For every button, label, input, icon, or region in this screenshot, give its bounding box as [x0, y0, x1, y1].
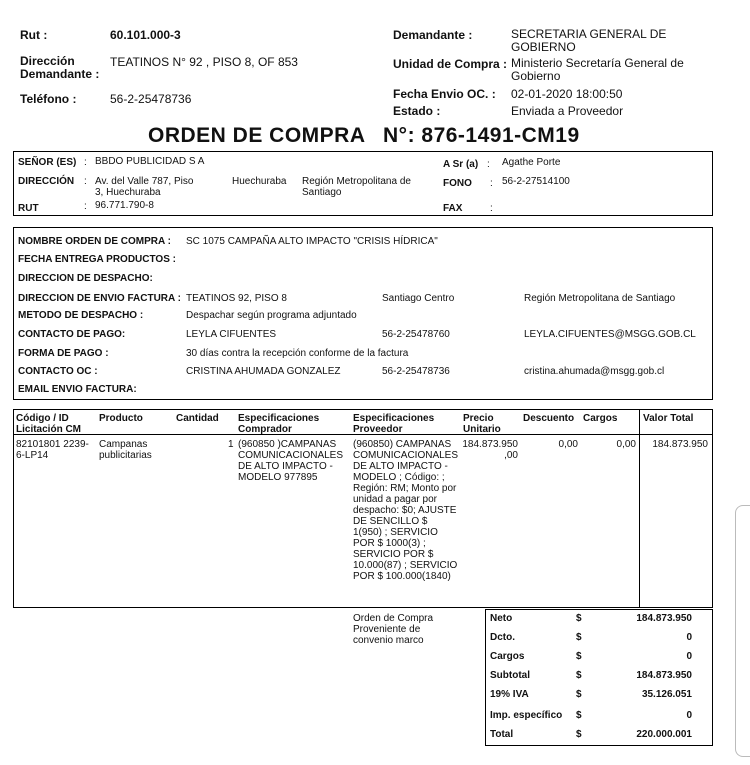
col-cantidad: Cantidad [176, 413, 219, 424]
rut-label: Rut : [20, 28, 48, 42]
totals-label: 19% IVA [490, 689, 529, 700]
contacto-pago-phone: 56-2-25478760 [382, 329, 450, 340]
comuna-value: Huechuraba [232, 176, 287, 187]
senor-value: BBDO PUBLICIDAD S A [95, 156, 205, 167]
totals-currency: $ [576, 632, 582, 643]
totals-value: 0 [686, 710, 692, 721]
contacto-oc-phone: 56-2-25478736 [382, 366, 450, 377]
totals-label: Cargos [490, 651, 525, 662]
valor-column-divider [639, 409, 640, 608]
asr-label: A Sr (a) [443, 159, 479, 170]
totals-currency: $ [576, 689, 582, 700]
contacto-oc-label: CONTACTO OC : [18, 366, 98, 377]
contacto-oc-email[interactable]: cristina.ahumada@msgg.gob.cl [524, 366, 665, 377]
nombre-oc-label: NOMBRE ORDEN DE COMPRA : [18, 236, 171, 247]
totals-label: Imp. específico [490, 710, 563, 721]
metodo-despacho-label: METODO DE DESPACHO : [18, 310, 144, 321]
totals-label: Neto [490, 613, 513, 624]
contacto-pago-email[interactable]: LEYLA.CIFUENTES@MSGG.GOB.CL [524, 329, 696, 340]
fono-value: 56-2-27514100 [502, 176, 570, 187]
col-codigo: Código / ID Licitación CM [16, 413, 82, 435]
cell-valor: 184.873.950 [652, 439, 708, 450]
fax-label: FAX [443, 203, 463, 214]
colon: : [487, 159, 490, 170]
demandante-label: Demandante : [393, 28, 473, 42]
scrollbar[interactable] [735, 505, 750, 757]
totals-currency: $ [576, 613, 582, 624]
totals-value: 0 [686, 651, 692, 662]
region-value: Región Metropolitana de Santiago [302, 176, 411, 198]
unidad-compra-value: Ministerio Secretaría General de Gobierno [511, 56, 684, 83]
totals-currency: $ [576, 651, 582, 662]
direccion-demandante-label: Dirección Demandante : [20, 54, 100, 81]
nombre-oc-value: SC 1075 CAMPAÑA ALTO IMPACTO "CRISIS HÍDRICA" [186, 236, 438, 247]
totals-value: 220.000.001 [636, 729, 692, 740]
colon: : [84, 176, 87, 187]
cell-cargos: 0,00 [616, 439, 636, 450]
totals-value: 35.126.051 [641, 689, 692, 700]
cell-producto: Campanas publicitarias [99, 439, 152, 461]
col-cargos: Cargos [583, 413, 618, 424]
rut-provider-label: RUT [18, 203, 39, 214]
rut-value: 60.101.000-3 [110, 28, 181, 42]
col-valor: Valor Total [643, 413, 694, 424]
cell-codigo: 82101801 2239-6-LP14 [16, 439, 89, 461]
totals-label: Dcto. [490, 632, 515, 643]
colon: : [84, 157, 87, 168]
document-title: ORDEN DE COMPRA [148, 124, 366, 147]
col-descuento: Descuento [523, 413, 575, 424]
totals-label: Subtotal [490, 670, 530, 681]
direccion-demandante-value: TEATINOS N° 92 , PISO 8, OF 853 [110, 55, 298, 69]
fecha-envio-value: 02-01-2020 18:00:50 [511, 87, 623, 101]
totals-value: 0 [686, 632, 692, 643]
totals-value: 184.873.950 [636, 613, 692, 624]
cell-cantidad: 1 [228, 439, 234, 450]
direccion-envio-factura-label: DIRECCION DE ENVIO FACTURA : [18, 293, 181, 304]
direccion-label: DIRECCIÓN [18, 176, 75, 187]
forma-pago-value: 30 días contra la recepción conforme de la factura [186, 348, 409, 359]
estado-label: Estado : [393, 104, 441, 118]
col-esp-comprador: Especificaciones Comprador [238, 413, 320, 435]
direccion-despacho-label: DIRECCION DE DESPACHO: [18, 273, 153, 284]
totals-currency: $ [576, 710, 582, 721]
telefono-value: 56-2-25478736 [110, 92, 192, 106]
contacto-oc-name: CRISTINA AHUMADA GONZALEZ [186, 366, 341, 377]
unidad-compra-label: Unidad de Compra : [393, 57, 508, 71]
cell-esp-comprador: (960850 )CAMPANAS COMUNICACIONALES DE ALTO IMPACTO - MODELO 977895 [238, 439, 344, 483]
fono-label: FONO [443, 178, 472, 189]
envio-region: Región Metropolitana de Santiago [524, 293, 676, 304]
telefono-label: Teléfono : [20, 92, 77, 106]
direccion-value: Av. del Valle 787, Piso 3, Huechuraba [95, 176, 194, 198]
totals-currency: $ [576, 670, 582, 681]
forma-pago-label: FORMA DE PAGO : [18, 348, 109, 359]
colon: : [84, 201, 87, 212]
cell-precio: 184.873.950 ,00 [462, 439, 518, 461]
fecha-entrega-label: FECHA ENTREGA PRODUCTOS : [18, 254, 176, 265]
colon: : [490, 178, 493, 189]
order-number: N°: 876-1491-CM19 [383, 124, 580, 147]
col-precio: Precio Unitario [463, 413, 501, 435]
rut-provider-value: 96.771.790-8 [95, 200, 154, 211]
estado-value: Enviada a Proveedor [511, 104, 624, 118]
convenio-note: Orden de Compra Proveniente de convenio marco [353, 613, 434, 646]
colon: : [490, 203, 493, 214]
metodo-despacho-value: Despachar según programa adjuntado [186, 310, 357, 321]
direccion-envio-factura-value: TEATINOS 92, PISO 8 [186, 293, 287, 304]
totals-currency: $ [576, 729, 582, 740]
asr-value: Agathe Porte [502, 157, 561, 168]
cell-descuento: 0,00 [558, 439, 578, 450]
demandante-value: SECRETARIA GENERAL DE GOBIERNO [511, 27, 667, 54]
totals-value: 184.873.950 [636, 670, 692, 681]
senor-label: SEÑOR (ES) [18, 157, 77, 168]
col-esp-proveedor: Especificaciones Proveedor [353, 413, 435, 435]
email-envio-factura-label: EMAIL ENVIO FACTURA: [18, 384, 137, 395]
contacto-pago-name: LEYLA CIFUENTES [186, 329, 277, 340]
contacto-pago-label: CONTACTO DE PAGO: [18, 329, 126, 340]
cell-esp-proveedor: (960850) CAMPANAS COMUNICACIONALES DE ALTO IMPACTO - MODELO ; Código: ; Región: RM; Monto por unidad a pagar por despacho: $0; AJUSTE DE SENCILLO $ 1(950) ; SERVICIO POR $ 1000(3) ; SERVICIO POR $ 10.000(87) ; SERVICIO POR $ 100.000(1840) [353, 439, 459, 582]
fecha-envio-label: Fecha Envio OC. : [393, 87, 496, 101]
envio-comuna: Santiago Centro [382, 293, 455, 304]
totals-label: Total [490, 729, 514, 740]
col-producto: Producto [99, 413, 143, 424]
